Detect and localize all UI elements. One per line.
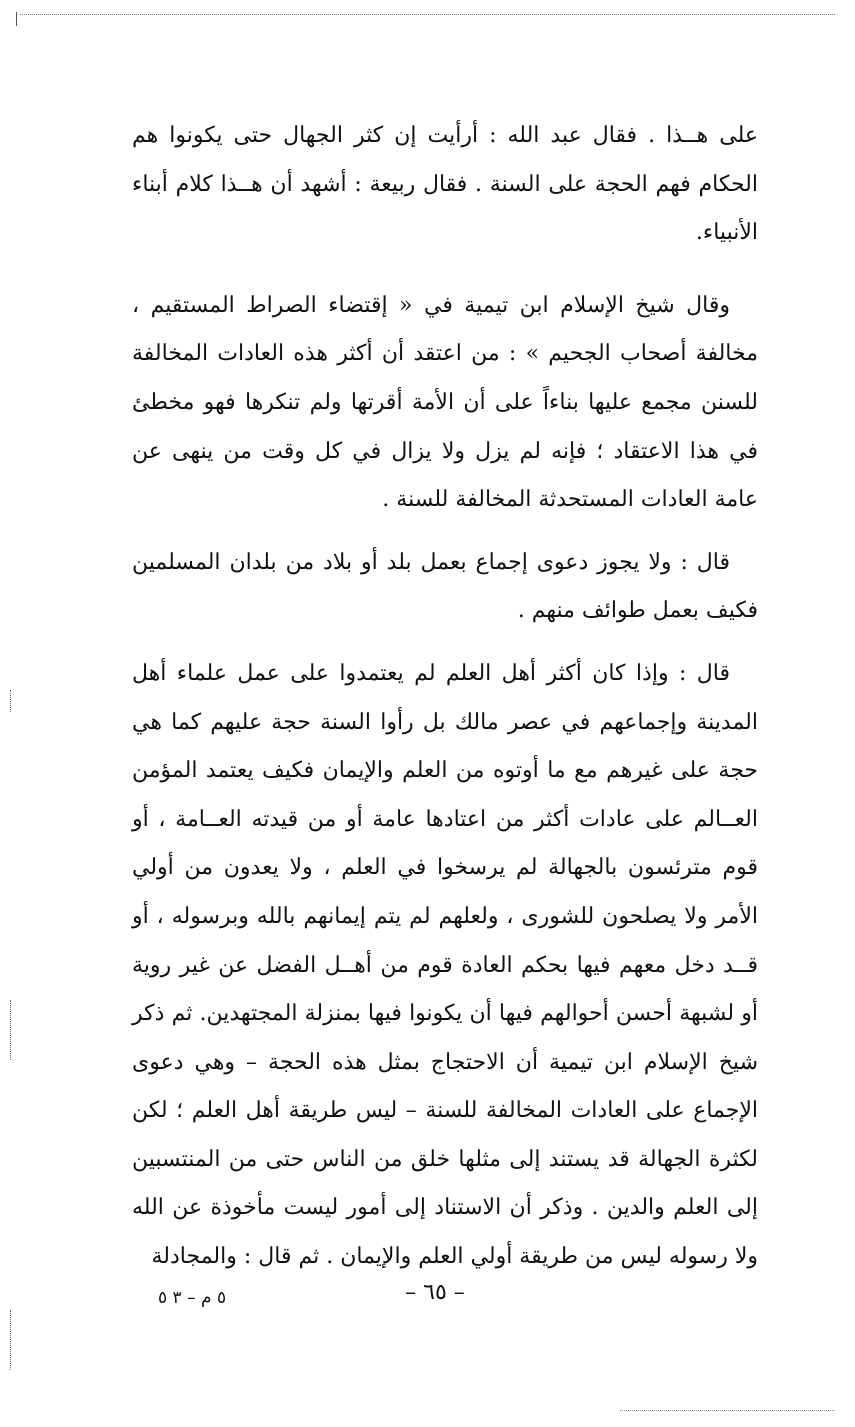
paragraph: وقال شيخ الإسلام ابن تيمية في « إقتضاء الصراط المستقيم ، مخالفة أصحاب الجحيم » : من اعتقد أن أكثر هذه العادات المخالفة للسنن مجمع عليها بناءاً على أن الأمة أقرتها ولم تنكرها فهو مخطئ في هذا الاعتقاد ؛ فإنه لم يزل ولا يزال في كل وقت من ينهى عن عامة العادات المستحدثة المخالفة للسنة . xyxy=(132,292,758,513)
top-corner-mark xyxy=(16,12,17,26)
paragraph: على هــذا . فقال عبد الله : أرأيت إن كثر الجهال حتى يكونوا هم الحكام فهم الحجة على السنة . فقال ربيعة : أشهد أن هــذا كلام أبناء الأنبياء. xyxy=(132,123,758,246)
page-number: – ٦٥ – xyxy=(405,1280,465,1305)
margin-dots xyxy=(10,1000,13,1060)
printer-signature-mark: ٥ م – ٣ ٥ xyxy=(158,1288,227,1308)
body-text xyxy=(132,112,758,1282)
paragraph: قال : ولا يجوز دعوى إجماع بعمل بلد أو بلاد من بلدان المسلمين فكيف بعمل طوائف منهم . xyxy=(132,549,758,624)
paragraph: قال : وإذا كان أكثر أهل العلم لم يعتمدوا على عمل علماء أهل المدينة وإجماعهم في عصر مالك بل رأوا السنة حجة عليهم كما هي حجة على غيرهم مع ما أوتوه من العلم والإيمان فكيف يعتمد المؤمن العــالم على عادات أكثر من اعتادها عامة أو من قيدته العــامة ، أو قوم مترئسون بالجهالة لم يرسخوا في العلم ، ولا يعدون من أولي الأمر ولا يصلحون للشورى ، ولعلهم لم يتم إيمانهم بالله وبرسوله ، أو قــد دخل معهم فيها بحكم العادة قوم من أهــل الفضل عن غير روية أو لشبهة أحسن أحوالهم فيها أن يكونوا فيها بمنزلة المجتهدين. ثم ذكر شيخ الإسلام ابن تيمية أن الاحتجاج بمثل هذه الحجة – وهي دعوى الإجماع على العادات المخالفة للسنة – ليس طريقة أهل العلم ؛ لكن لكثرة الجهالة قد يستند إلى مثلها خلق من الناس حتى من المنتسبين إلى العلم والدين . وذكر أن الاستناد إلى أمور ليست مأخوذة عن الله ولا رسوله ليس من طريقة أولي العلم والإيمان . ثم قال : والمجادلة xyxy=(132,660,758,1270)
margin-dots xyxy=(10,1310,13,1370)
bottom-border-rule xyxy=(620,1410,835,1411)
top-border-rule xyxy=(20,14,835,15)
margin-dots xyxy=(10,690,13,712)
